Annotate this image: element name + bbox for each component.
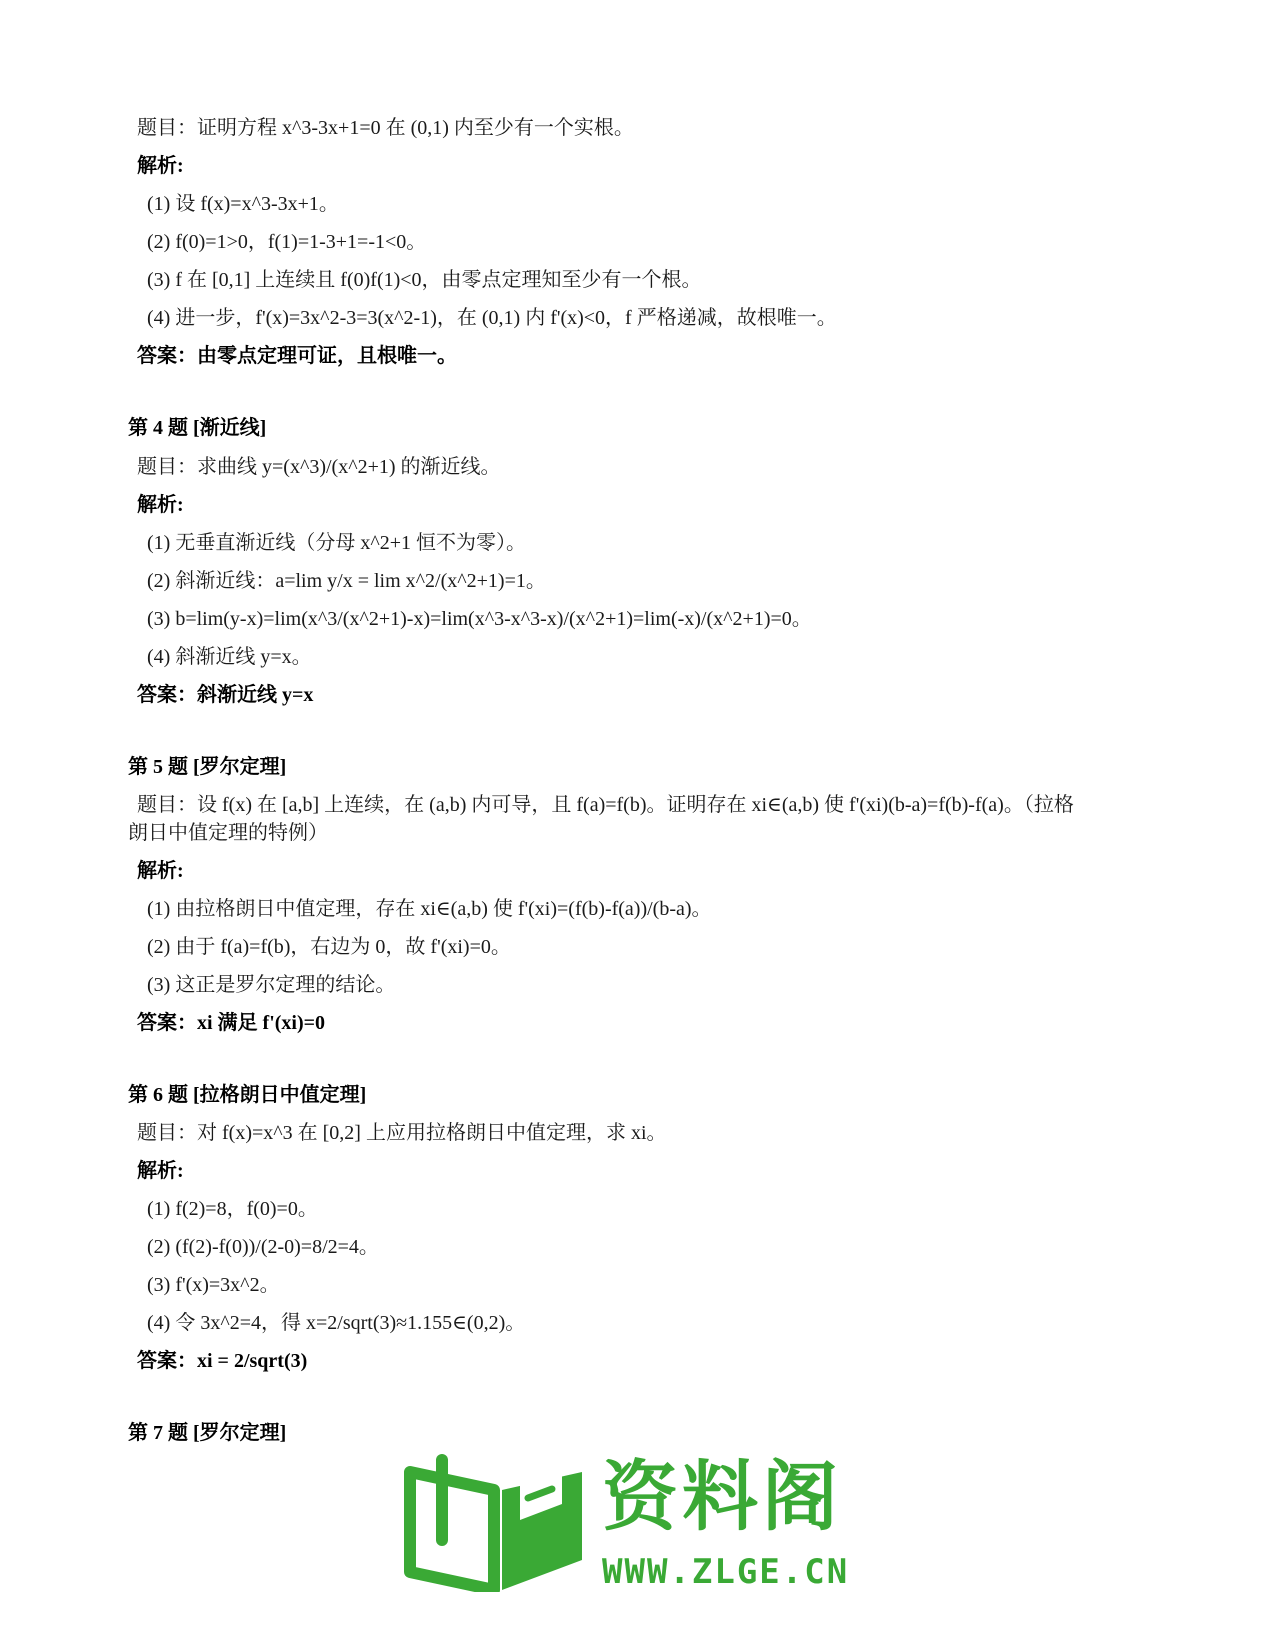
analysis-step: (4) 斜渐近线 y=x。 xyxy=(147,646,312,668)
analysis-step: (3) b=lim(y-x)=lim(x^3/(x^2+1)-x)=lim(x^3-x^3-x)/(x^2+1)=lim(-x)/(x^2+1)=0。 xyxy=(147,608,812,630)
problem-statement: 题目：设 f(x) 在 [a,b] 上连续，在 (a,b) 内可导，且 f(a)=f(b)。证明存在 xi∈(a,b) 使 f'(xi)(b-a)=f(b)-f(a)。（拉格 xyxy=(137,794,1074,816)
answer-line: 答案：由零点定理可证，且根唯一。 xyxy=(137,345,457,367)
analysis-step: (2) (f(2)-f(0))/(2-0)=8/2=4。 xyxy=(147,1236,379,1258)
problem-heading: 第 7 题 [罗尔定理] xyxy=(128,1422,287,1444)
answer-line: 答案：斜渐近线 y=x xyxy=(137,684,314,706)
watermark-logo xyxy=(402,1452,872,1592)
problem-statement: 题目：证明方程 x^3-3x+1=0 在 (0,1) 内至少有一个实根。 xyxy=(137,117,634,139)
analysis-step: (2) f(0)=1>0，f(1)=1-3+1=-1<0。 xyxy=(147,231,427,253)
analysis-step: (1) 由拉格朗日中值定理，存在 xi∈(a,b) 使 f'(xi)=(f(b)-f(a))/(b-a)。 xyxy=(147,898,712,920)
analysis-label: 解析: xyxy=(137,494,184,516)
problem-statement-continued: 朗日中值定理的特例） xyxy=(128,822,328,844)
problem-heading: 第 4 题 [渐近线] xyxy=(128,417,267,439)
analysis-label: 解析: xyxy=(137,155,184,177)
analysis-label: 解析: xyxy=(137,860,184,882)
analysis-step: (2) 由于 f(a)=f(b)，右边为 0，故 f'(xi)=0。 xyxy=(147,936,511,958)
analysis-step: (4) 令 3x^2=4，得 x=2/sqrt(3)≈1.155∈(0,2)。 xyxy=(147,1312,526,1334)
book-icon xyxy=(402,1452,602,1592)
analysis-step: (1) 无垂直渐近线（分母 x^2+1 恒不为零）。 xyxy=(147,532,526,554)
problem-statement: 题目：对 f(x)=x^3 在 [0,2] 上应用拉格朗日中值定理，求 xi。 xyxy=(137,1122,667,1144)
answer-line: 答案：xi = 2/sqrt(3) xyxy=(137,1350,308,1372)
analysis-step: (3) 这正是罗尔定理的结论。 xyxy=(147,974,396,996)
analysis-step: (2) 斜渐近线：a=lim y/x = lim x^2/(x^2+1)=1。 xyxy=(147,570,546,592)
problem-statement: 题目：求曲线 y=(x^3)/(x^2+1) 的渐近线。 xyxy=(137,456,501,478)
logo-url: WWW.ZLGE.CN xyxy=(602,1552,850,1592)
analysis-step: (3) f 在 [0,1] 上连续且 f(0)f(1)<0，由零点定理知至少有一个根。 xyxy=(147,269,702,291)
logo-name: 资料阁 xyxy=(602,1452,842,1541)
analysis-step: (1) 设 f(x)=x^3-3x+1。 xyxy=(147,193,339,215)
analysis-step: (1) f(2)=8，f(0)=0。 xyxy=(147,1198,318,1220)
analysis-step: (4) 进一步，f'(x)=3x^2-3=3(x^2-1)，在 (0,1) 内 f'(x)<0，f 严格递减，故根唯一。 xyxy=(147,307,837,329)
problem-heading: 第 5 题 [罗尔定理] xyxy=(128,756,287,778)
analysis-step: (3) f'(x)=3x^2。 xyxy=(147,1274,280,1296)
problem-heading: 第 6 题 [拉格朗日中值定理] xyxy=(128,1084,367,1106)
analysis-label: 解析: xyxy=(137,1160,184,1182)
answer-line: 答案：xi 满足 f'(xi)=0 xyxy=(137,1012,326,1034)
